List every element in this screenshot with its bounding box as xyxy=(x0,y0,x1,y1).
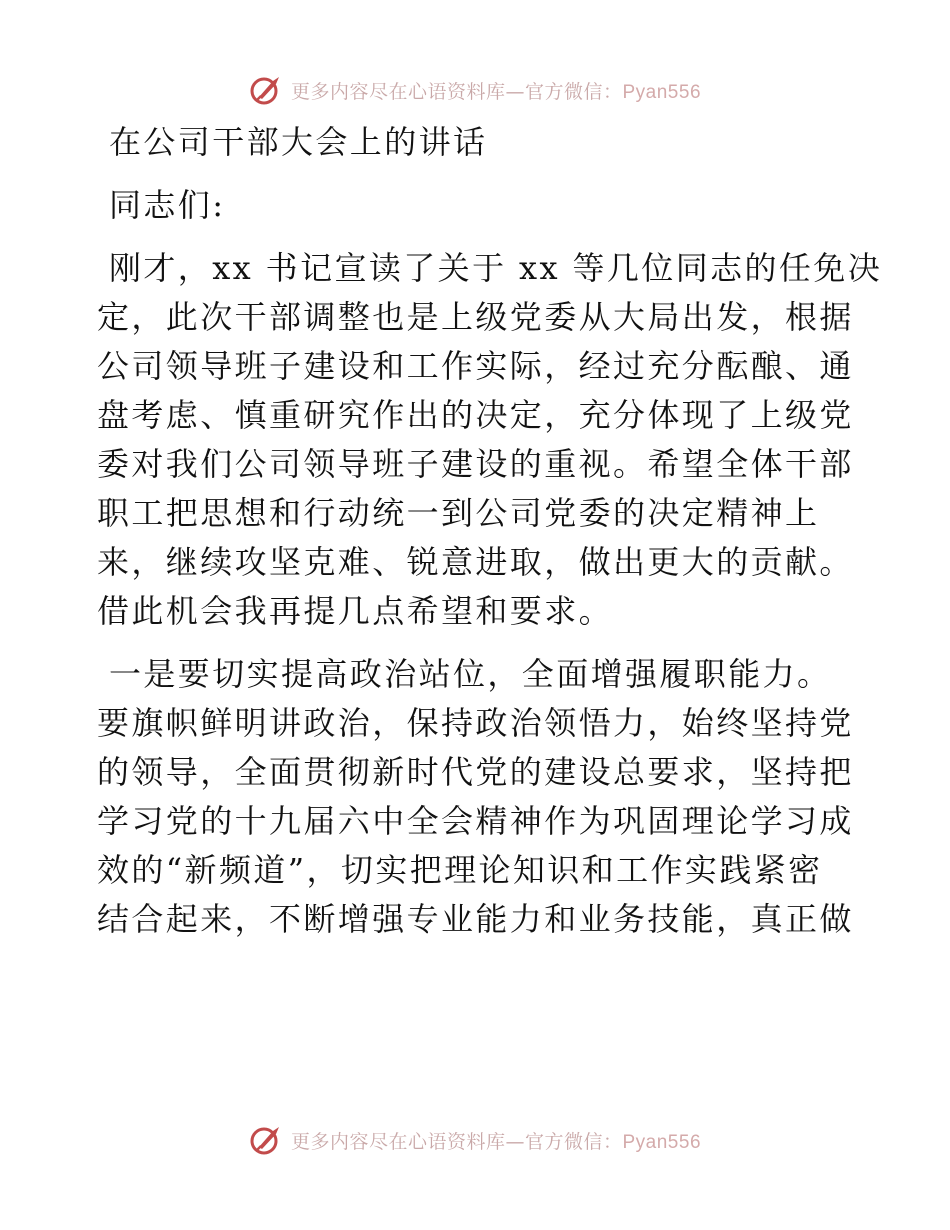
watermark-site: 更多内容尽在心语资料库 xyxy=(290,1130,506,1153)
paragraph-line: 结合起来，不断增强专业能力和业务技能，真正做 xyxy=(97,900,854,938)
paragraph-line: 职工把思想和行动统一到公司党委的决定精神上 xyxy=(97,494,820,532)
paragraph-line: 委对我们公司领导班子建设的重视。希望全体干部 xyxy=(97,445,854,483)
watermark-text xyxy=(291,77,701,104)
paragraph-line: 效的“新频道”，切实把理论知识和工作实践紧密 xyxy=(97,851,823,889)
paragraph-line: 借此机会我再提几点希望和要求。 xyxy=(97,592,614,630)
watermark-contact-label: 官方微信： xyxy=(524,80,623,103)
document-body xyxy=(97,118,883,944)
paragraph-line: 定，此次干部调整也是上级党委从大局出发，根据 xyxy=(97,298,854,336)
quill-logo-icon xyxy=(249,73,283,107)
document-title: 在公司干部大会上的讲话 xyxy=(109,123,488,161)
salutation: 同志们: xyxy=(109,186,226,224)
header-watermark xyxy=(0,70,950,110)
paragraph-2 xyxy=(97,650,853,944)
paragraph-line: 来，继续攻坚克难、锐意进取，做出更大的贡献。 xyxy=(97,543,854,581)
paragraph-line: 的领导，全面贯彻新时代党的建设总要求，坚持把 xyxy=(97,753,854,791)
paragraph-1 xyxy=(97,244,883,636)
watermark-contact-id: Pyan556 xyxy=(622,81,702,103)
watermark-separator: — xyxy=(505,80,525,103)
watermark-separator: — xyxy=(505,1130,525,1153)
quill-logo-icon xyxy=(249,1123,283,1157)
watermark-text xyxy=(291,1127,701,1154)
paragraph-line: 学习党的十九届六中全会精神作为巩固理论学习成 xyxy=(97,802,854,840)
watermark-site: 更多内容尽在心语资料库 xyxy=(290,80,506,103)
paragraph-line: 一是要切实提高政治站位，全面增强履职能力。 xyxy=(109,655,832,693)
footer-watermark xyxy=(0,1120,950,1160)
paragraph-line: 公司领导班子建设和工作实际，经过充分酝酿、通 xyxy=(97,347,854,385)
watermark-contact-id: Pyan556 xyxy=(622,1131,702,1153)
paragraph-line: 刚才，xx 书记宣读了关于 xx 等几位同志的任免决 xyxy=(109,249,883,287)
paragraph-line: 盘考虑、慎重研究作出的决定，充分体现了上级党 xyxy=(97,396,854,434)
paragraph-line: 要旗帜鲜明讲政治，保持政治领悟力，始终坚持党 xyxy=(97,704,854,742)
watermark-contact-label: 官方微信： xyxy=(524,1130,623,1153)
